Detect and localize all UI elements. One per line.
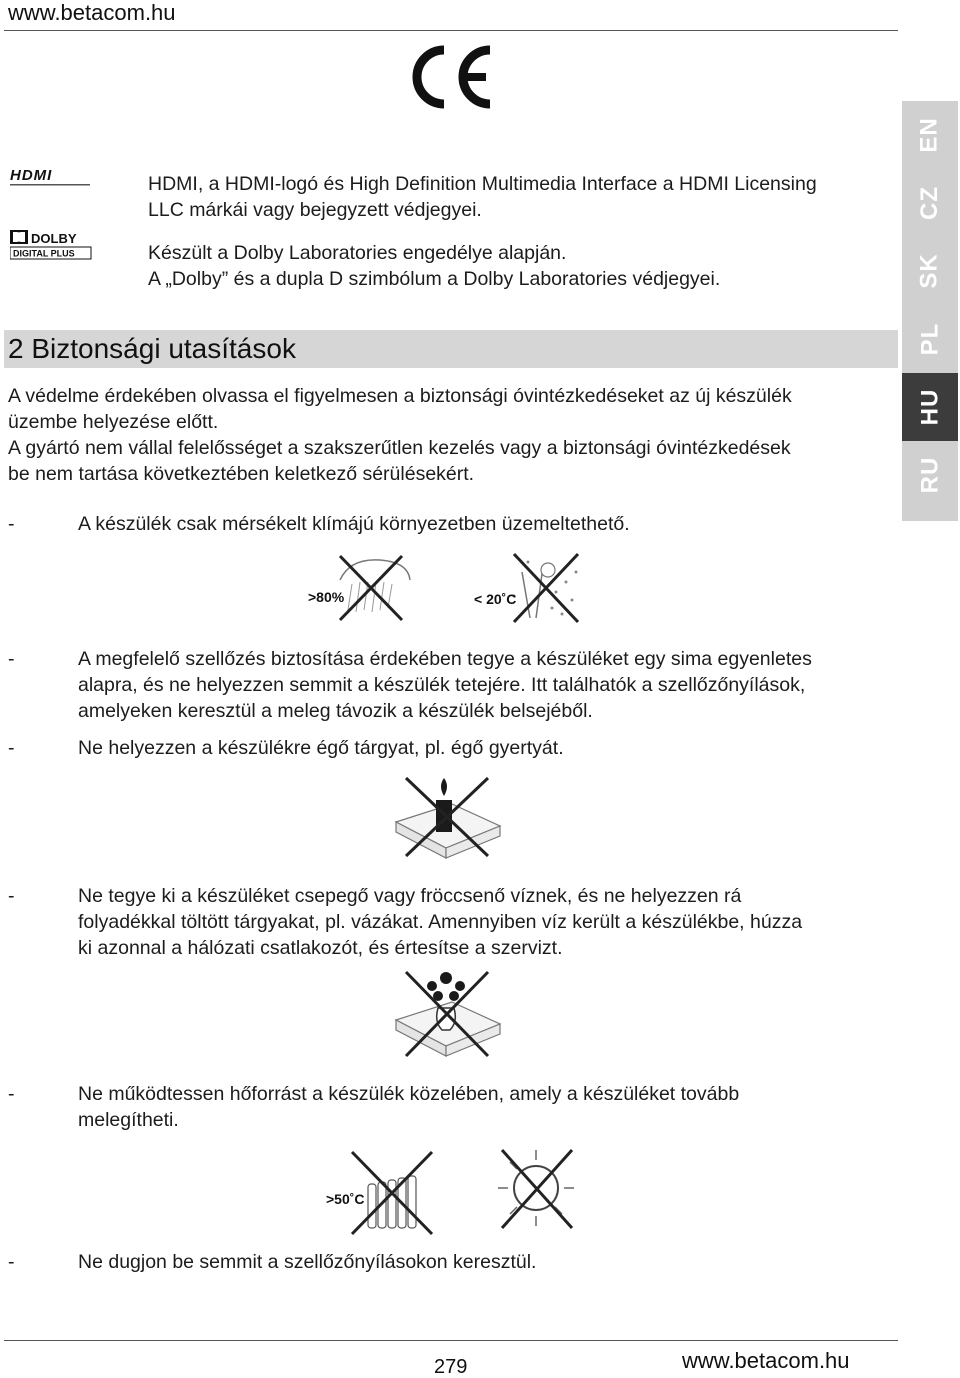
bullet-water-line-2: folyadékkal töltött tárgyakat, pl. vázákat. Amennyiben víz került a készülékbe, húzza	[78, 911, 803, 933]
header-divider	[4, 30, 898, 31]
tab-hu[interactable]: HU	[902, 373, 958, 441]
bullet-water-line-3: ki azonnal a hálózati csatlakozót, és értesítse a szervizt.	[78, 937, 563, 959]
intro-line-2: üzembe helyezése előtt.	[8, 411, 219, 433]
bullet-dash: -	[8, 1083, 15, 1105]
tab-sk[interactable]: SK	[916, 253, 943, 289]
vase-warning-icon	[392, 968, 504, 1068]
tab-cz[interactable]: CZ	[916, 186, 943, 220]
heater-warning-icon	[326, 1152, 432, 1234]
dolby-logo-text: DOLBY	[31, 231, 77, 246]
bullet-ventilation-line-3: amelyeken keresztül a meleg távozik a készülék belsejéből.	[78, 700, 593, 722]
sun-warning-icon	[498, 1150, 574, 1228]
hdmi-logo-text: HDMI	[10, 167, 53, 184]
tab-en[interactable]: EN	[916, 117, 943, 153]
footer-divider	[4, 1340, 898, 1341]
dolby-trademark-line-2: A „Dolby” és a dupla D szimbólum a Dolby Laboratories védjegyei.	[148, 268, 721, 290]
bullet-ventilation-line-2: alapra, és ne helyezzen semmit a készülék tetejére. Itt találhatók a szellőzőnyílások,	[78, 674, 806, 696]
intro-line-4: be nem tartása következtében keletkező sérülésekért.	[8, 463, 475, 485]
hdmi-logo-icon	[10, 167, 92, 189]
bullet-dash: -	[8, 885, 15, 907]
climate-warning-figure	[300, 552, 590, 626]
hdmi-trademark-line-1: HDMI, a HDMI-logó és High Definition Multimedia Interface a HDMI Licensing	[148, 173, 817, 195]
ce-mark-icon	[404, 44, 496, 110]
tab-ru[interactable]: RU	[915, 456, 943, 494]
bullet-dash: -	[8, 737, 15, 759]
bullet-water-line-1: Ne tegye ki a készüléket csepegő vagy fröccsenő víznek, és ne helyezzen rá	[78, 885, 742, 907]
hdmi-trademark-line-2: LLC márkái vagy bejegyzett védjegyei.	[148, 199, 482, 221]
candle-warning-icon	[392, 772, 504, 870]
dolby-logo-icon	[10, 228, 92, 260]
bullet-vents: Ne dugjon be semmit a szellőzőnyílásokon keresztül.	[78, 1251, 537, 1273]
intro-line-1: A védelme érdekében olvassa el figyelmesen a biztonsági óvintézkedéseket az új készülék	[8, 385, 792, 407]
bullet-heat-line-1: Ne működtessen hőforrást a készülék közelében, amely a készüléket tovább	[78, 1083, 740, 1105]
bullet-climate: A készülék csak mérsékelt klímájú környezetben üzemeltethető.	[78, 513, 630, 535]
language-tabs	[902, 101, 958, 521]
bullet-dash: -	[8, 648, 15, 670]
cold-warning-icon	[474, 554, 578, 622]
tab-pl[interactable]: PL	[915, 322, 943, 356]
humidity-warning-icon	[308, 556, 410, 620]
bullet-candle: Ne helyezzen a készülékre égő tárgyat, pl. égő gyertyát.	[78, 737, 564, 759]
bullet-heat-line-2: melegítheti.	[78, 1109, 179, 1131]
dolby-trademark-line-1: Készült a Dolby Laboratories engedélye alapján.	[148, 242, 567, 264]
heat-label: >50˚C	[326, 1191, 365, 1207]
intro-line-3: A gyártó nem vállal felelősséget a szakszerűtlen kezelés vagy a biztonsági óvintézkedések	[8, 437, 791, 459]
bullet-dash: -	[8, 1251, 15, 1273]
page-number: 279	[434, 1356, 468, 1378]
footer-url: www.betacom.hu	[682, 1348, 850, 1373]
bullet-dash: -	[8, 513, 15, 535]
humidity-label: >80%	[308, 589, 345, 605]
heat-warning-figure	[322, 1142, 588, 1238]
bullet-ventilation-line-1: A megfelelő szellőzés biztosítása érdekében tegye a készüléket egy sima egyenletes	[78, 648, 812, 670]
dolby-logo-subtext: DIGITAL PLUS	[13, 248, 75, 259]
header-url: www.betacom.hu	[8, 0, 176, 25]
cold-label: < 20˚C	[474, 591, 517, 607]
section-title: 2 Biztonsági utasítások	[8, 333, 296, 364]
